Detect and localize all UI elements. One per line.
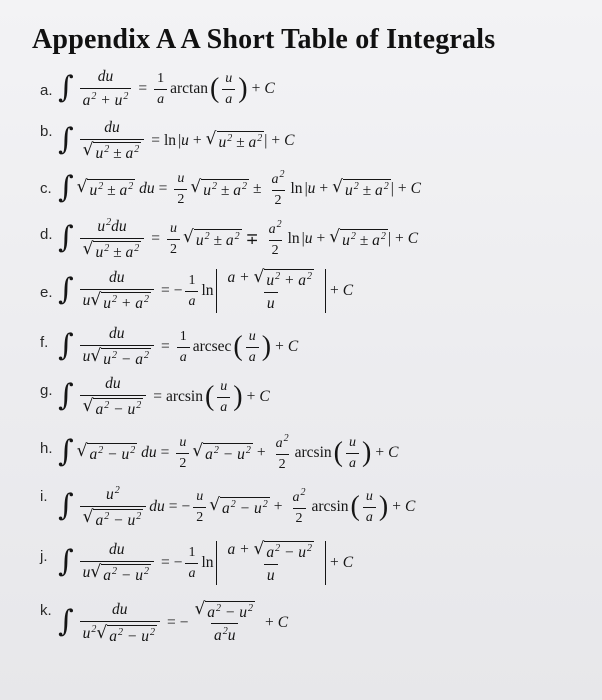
item-letter: g. <box>40 382 53 399</box>
formula: ∫ du $u^2$ √ $a^2 - u^2$ = − √ $a^2 - u^2$ $a^2u$ + C <box>58 598 289 645</box>
item-letter: d. <box>40 226 53 243</box>
item-letter: e. <box>40 284 53 301</box>
formula: ∫ √ $a^2 - u^2$ du = $\frac{u}{2}$ √ $a^2 - u^2$ + $\frac{a^2}{2}$ arcsin ( $\frac{u}{a}$ ) + C <box>58 433 399 472</box>
formula: ∫ du √ $a^2 - u^2$ = arcsin ( $\frac{u}{a}$ ) + C <box>58 375 270 419</box>
formula: ∫ $u^2$ √ $a^2 - u^2$ du = − $\frac{u}{2}$ √ $a^2 - u^2$ + $\frac{a^2}{2}$ arcsin ( $\frac{u}{a}$ ) + C <box>58 484 416 529</box>
integral-row-h <box>0 424 602 482</box>
formula: ∫ $u^2du$ √ $u^2 \pm a^2$ = $\frac{u}{2}$ √ $u^2 \pm a^2$ ∓ $\frac{a^2}{2}$ ln | u + √ $u^2 \pm a^2$ | + C <box>58 216 419 261</box>
formula: ∫ du u √ $a^2 - u^2$ = − $\frac{1}{a}$ ln a + √ $a^2 - u^2$ u + C <box>58 539 354 585</box>
formula: ∫ $\frac{du}{a^2 + u^2}$ = $\frac{1}{a}$ arctan ( $\frac{u}{a}$ ) + C <box>58 68 275 109</box>
integral-row-i <box>0 478 602 536</box>
item-letter: h. <box>40 440 53 457</box>
item-letter: j. <box>40 548 48 565</box>
item-letter: b. <box>40 123 53 140</box>
integral-row-a <box>0 60 602 118</box>
item-letter: i. <box>40 488 48 505</box>
integral-row-e <box>0 262 602 320</box>
formula: ∫ √ $u^2 \pm a^2$ du = $\frac{u}{2}$ √ $u^2 \pm a^2$ ± $\frac{a^2}{2}$ ln | u + √ $u^2 \pm a^2$ | + C <box>58 169 421 208</box>
item-letter: c. <box>40 180 52 197</box>
page-title: Appendix A A Short Table of Integrals <box>32 24 496 55</box>
item-letter: a. <box>40 82 53 99</box>
item-letter: k. <box>40 602 52 619</box>
integral-row-j <box>0 534 602 592</box>
formula: ∫ du √ $u^2 \pm a^2$ = ln | u + √ $u^2 \pm a^2$ | + C <box>58 119 295 163</box>
integral-row-g <box>0 368 602 426</box>
item-letter: f. <box>40 334 49 351</box>
formula: ∫ du u √ $u^2 + a^2$ = − $\frac{1}{a}$ ln a + √ $u^2 + a^2$ u + C <box>58 267 354 313</box>
formula: ∫ du u √ $u^2 - a^2$ = $\frac{1}{a}$ arcsec ( $\frac{u}{a}$ ) + C <box>58 325 299 369</box>
integral-row-d <box>0 210 602 268</box>
integral-row-k <box>0 594 602 652</box>
